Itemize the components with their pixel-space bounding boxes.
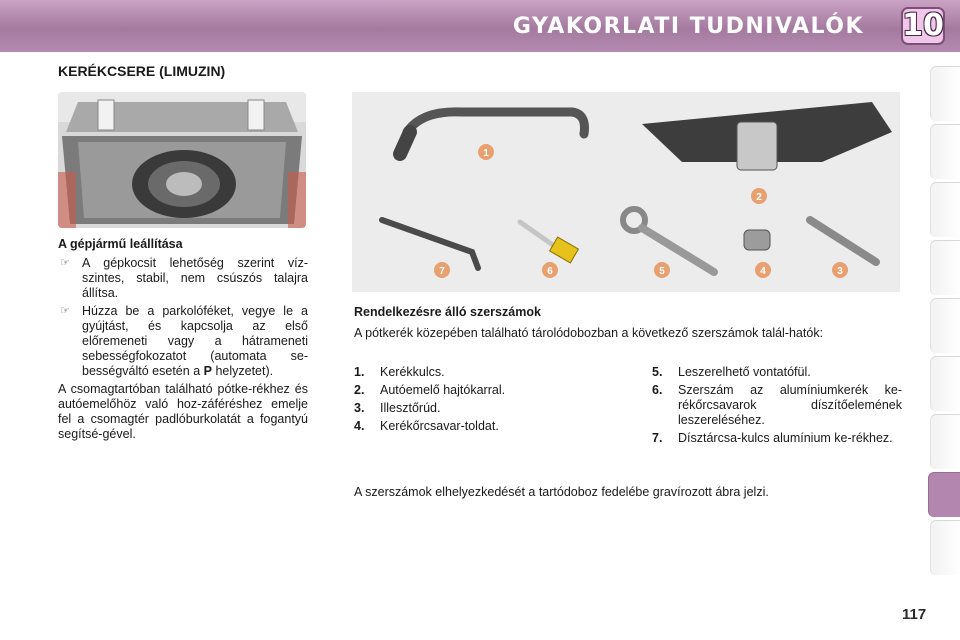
figure-label-6: 6: [547, 266, 553, 277]
figure-label-2: 2: [756, 192, 762, 203]
section-title: KERÉKCSERE (LIMUZIN): [58, 63, 226, 79]
page-number: 117: [902, 606, 927, 623]
chapter-tab-active[interactable]: [928, 472, 960, 517]
list-item: 5. Leszerelhető vontatófül.: [652, 365, 811, 379]
tools-list-right: [652, 365, 902, 449]
chapter-tab[interactable]: [930, 414, 960, 469]
chapter-number: 10: [902, 8, 944, 43]
parking-instructions: [58, 237, 308, 442]
chapter-tab[interactable]: [930, 182, 960, 237]
list-item: 2. Autóemelő hajtókarral.: [354, 383, 506, 397]
chapter-tab[interactable]: [930, 298, 960, 353]
list-item: 6. Szerszám az alumíniumkerék ke-rékőrcsavarok díszítőelemének leszereléséhez.: [652, 383, 902, 427]
chapter-tabs: [928, 66, 960, 576]
figure-label-5: 5: [659, 266, 665, 277]
list-item: 3. Illesztőrúd.: [354, 401, 441, 415]
tools-intro: A pótkerék közepében található tárolódobozban a következő szerszámok talál-hatók:: [354, 326, 824, 340]
list-item: 1. Kerékkulcs.: [354, 365, 445, 379]
tools-location-note: A szerszámok elhelyezkedését a tartódoboz fedelébe gravírozott ábra jelzi.: [354, 485, 769, 499]
bullet-item: ☞ A gépkocsit lehetőség szerint víz-szintes, stabil, nem csúszós talajra állítsa.: [60, 256, 308, 300]
chapter-tab[interactable]: [930, 240, 960, 295]
chapter-title: GYAKORLATI TUDNIVALÓK: [512, 14, 864, 39]
bullet-arrow-icon: ☞: [60, 257, 70, 269]
tools-heading: Rendelkezésre álló szerszámok: [354, 305, 541, 319]
tools-section: [354, 305, 902, 341]
access-paragraph: A csomagtartóban található pótke-rékhez és autóemelőhöz való hoz-záféréshez emelje fel a csomagtér padlóburkolatát a fogantyú segítsé-gével.: [58, 382, 308, 441]
figure-label-1: 1: [483, 148, 489, 159]
bullet-item: ☞ Húzza be a parkolóféket, vegye le a gyújtást, és kapcsolja az első előremeneti vagy a hátrameneti sebességfokozatot (automata se-bességváltó esetén a P helyzetet).: [60, 304, 308, 378]
page-header: [0, 0, 960, 52]
list-item: 4. Kerékőrcsavar-toldat.: [354, 419, 499, 433]
figure-label-7: 7: [439, 266, 445, 277]
figure-label-3: 3: [837, 266, 843, 277]
figure-label-4: 4: [760, 266, 766, 277]
chapter-tab[interactable]: [930, 356, 960, 411]
trunk-spare-wheel-photo: [58, 92, 306, 228]
chapter-tab[interactable]: [930, 66, 960, 121]
tools-list-left: [354, 365, 594, 437]
list-item: 7. Dísztárcsa-kulcs alumínium ke-rékhez.: [652, 431, 893, 445]
parking-heading: A gépjármű leállítása: [58, 237, 183, 251]
chapter-tab[interactable]: [930, 520, 960, 575]
bullet-arrow-icon: ☞: [60, 305, 70, 317]
tools-illustration: [352, 92, 900, 292]
chapter-tab[interactable]: [930, 124, 960, 179]
